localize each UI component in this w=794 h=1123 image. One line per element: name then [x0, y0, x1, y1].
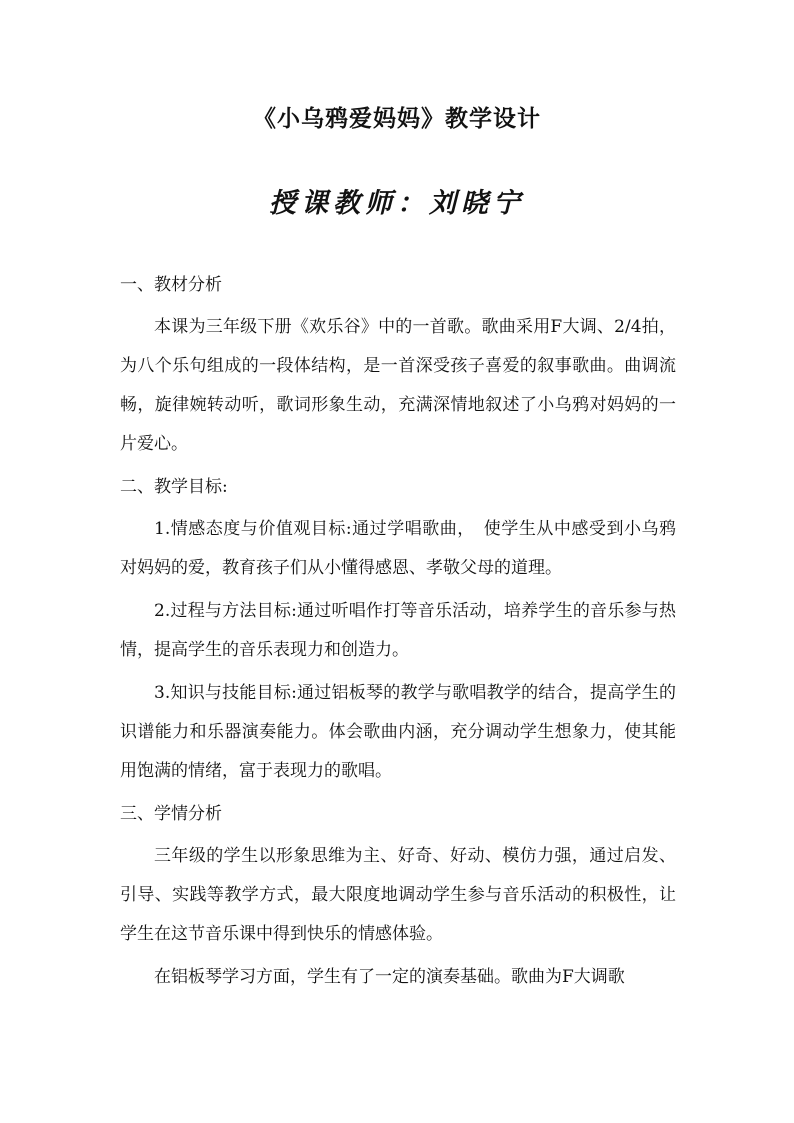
paragraph: 三年级的学生以形象思维为主、好奇、好动、模仿力强，通过启发、引导、实践等教学方式，最大限度地调动学生参与音乐活动的积极性，让学生在这节音乐课中得到快乐的情感体验。 — [120, 846, 676, 944]
section-heading: 一、教材分析 — [120, 275, 222, 295]
paragraph: 2.过程与方法目标:通过听唱作打等音乐活动，培养学生的音乐参与热情，提高学生的音乐表现力和创造力。 — [120, 601, 676, 660]
document-body — [120, 268, 676, 1003]
section-teaching-goals — [120, 470, 676, 791]
section-heading: 三、学情分析 — [120, 804, 222, 824]
section-teaching-material — [120, 268, 676, 464]
paragraph: 3.知识与技能目标:通过铝板琴的教学与歌唱教学的结合，提高学生的识谱能力和乐器演奏能力。体会歌曲内涵，充分调动学生想象力，使其能用饱满的情绪，富于表现力的歌唱。 — [120, 683, 676, 781]
section-heading: 二、教学目标: — [120, 477, 228, 497]
teacher-line: 授课教师：刘晓宁 — [269, 188, 525, 219]
document-title: 《小乌鸦爱妈妈》教学设计 — [253, 105, 541, 132]
section-student-analysis — [120, 797, 676, 997]
paragraph: 1.情感态度与价值观目标:通过学唱歌曲， 使学生从中感受到小乌鸦对妈妈的爱，教育孩子们从小懂得感恩、孝敬父母的道理。 — [120, 519, 676, 578]
paragraph: 本课为三年级下册《欢乐谷》中的一首歌。歌曲采用F大调、2/4拍，为八个乐句组成的一段体结构，是一首深受孩子喜爱的叙事歌曲。曲调流畅，旋律婉转动听，歌词形象生动，充满深情地叙述了小乌鸦对妈妈的一片爱心。 — [120, 317, 676, 454]
paragraph: 在铝板琴学习方面，学生有了一定的演奏基础。歌曲为F大调歌 — [154, 967, 625, 987]
